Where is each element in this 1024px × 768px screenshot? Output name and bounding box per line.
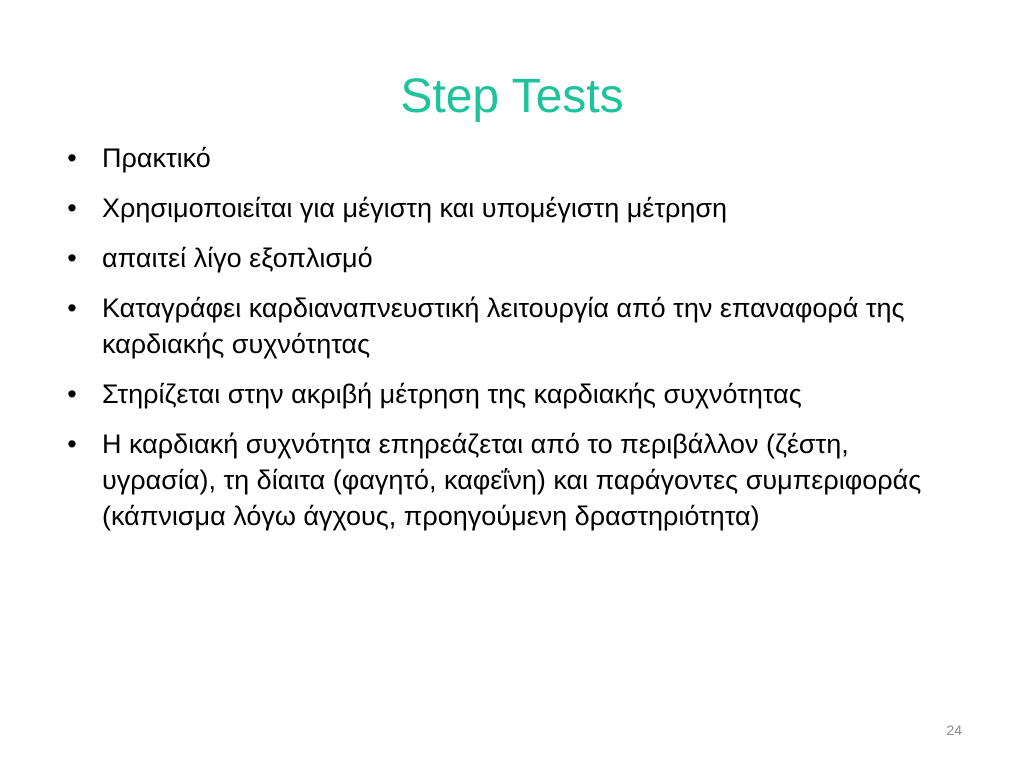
bullet-item (62, 426, 962, 534)
bullet-text: απαιτεί λίγο εξοπλισμό (102, 243, 373, 273)
bullet-icon: • (67, 243, 77, 273)
bullet-item (62, 140, 962, 176)
bullet-icon: • (67, 143, 77, 173)
bullet-text: Στηρίζεται στην ακριβή μέτρηση της καρδιακής συχνότητας (102, 379, 802, 409)
bullet-icon: • (67, 429, 77, 459)
bullet-text: Καταγράφει καρδιαναπνευστική λειτουργία από την επαναφορά της καρδιακής συχνότητας (102, 293, 905, 359)
bullet-icon: • (67, 379, 77, 409)
bullet-item (62, 190, 962, 226)
bullet-list (62, 140, 962, 548)
page-number: 24 (946, 722, 962, 738)
bullet-icon: • (67, 193, 77, 223)
bullet-item (62, 240, 962, 276)
bullet-item (62, 376, 962, 412)
bullet-text: Χρησιμοποιείται για μέγιστη και υπομέγιστη μέτρηση (102, 193, 728, 223)
bullet-item (62, 290, 962, 362)
slide-title: Step Tests (400, 70, 624, 123)
bullet-text: Η καρδιακή συχνότητα επηρεάζεται από το περιβάλλον (ζέστη, υγρασία), τη δίαιτα (φαγητό, καφεΐνη) και παράγοντες συμπεριφοράς (κάπνισμα λόγω άγχους, προηγούμενη δραστηριότητα) (102, 429, 922, 531)
bullet-text: Πρακτικό (102, 143, 211, 173)
bullet-icon: • (67, 293, 77, 323)
